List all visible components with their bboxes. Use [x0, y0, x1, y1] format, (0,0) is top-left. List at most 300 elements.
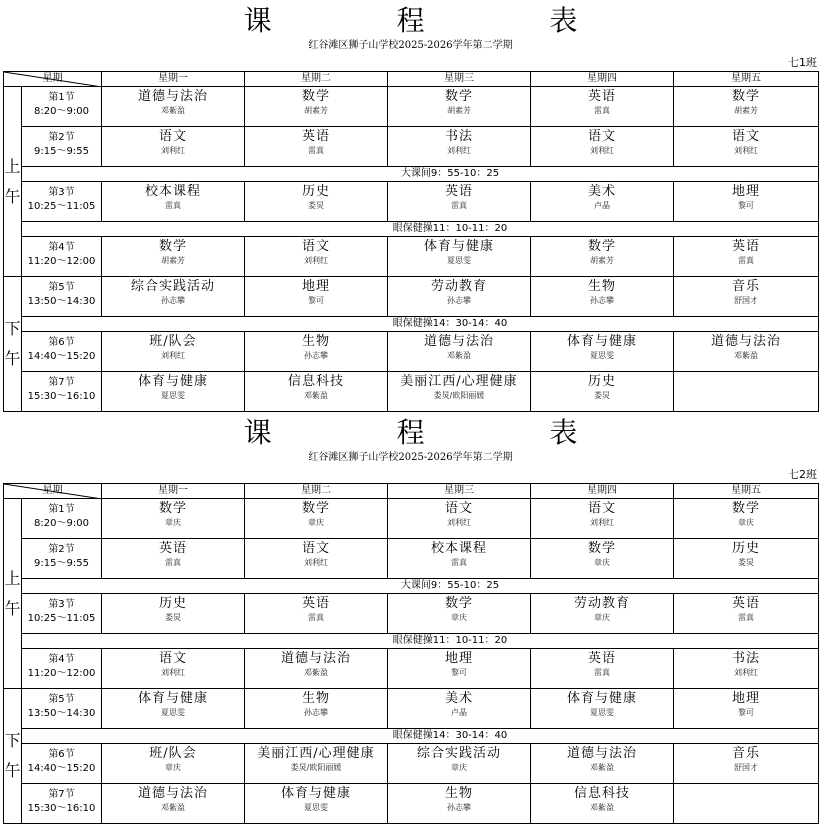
teacher-name: 娄炅	[738, 558, 754, 567]
lesson-cell	[102, 499, 245, 539]
lesson-cell	[674, 499, 819, 539]
break-cell	[22, 317, 819, 332]
period-label-cell	[22, 237, 102, 277]
period-label-cell	[22, 127, 102, 167]
lesson-cell	[388, 499, 531, 539]
lesson-cell	[388, 87, 531, 127]
subject-name: 语文	[587, 129, 616, 144]
teacher-name: 雷真	[738, 256, 754, 265]
period-row	[4, 127, 819, 167]
lesson-cell	[245, 594, 388, 634]
day-header: 星期四	[531, 484, 674, 499]
period-time: 11:20～12:00	[27, 668, 96, 679]
lesson-cell	[245, 499, 388, 539]
teacher-name: 胡素芳	[304, 106, 328, 115]
teacher-name: 娄炅/欧阳丽媛	[290, 763, 342, 772]
subject-name: 美丽江西/心理健康	[257, 746, 375, 761]
teacher-name: 章庆	[594, 558, 610, 567]
subject-name: 体育与健康	[566, 334, 637, 349]
period-time: 10:25～11:05	[27, 201, 96, 212]
lesson-cell	[102, 332, 245, 372]
subject-name: 音乐	[731, 279, 760, 294]
lesson-cell	[674, 332, 819, 372]
teacher-name: 邓紫盈	[304, 391, 328, 400]
day-header: 星期一	[102, 72, 245, 87]
period-time: 15:30～16:10	[27, 391, 96, 402]
lesson-cell	[245, 332, 388, 372]
timetable-grid	[3, 483, 819, 824]
period-label-cell	[22, 87, 102, 127]
period-name: 第4节	[48, 654, 75, 665]
teacher-name: 章庆	[165, 763, 181, 772]
lesson-cell	[531, 784, 674, 824]
period-row	[4, 539, 819, 579]
day-header: 星期五	[674, 484, 819, 499]
lesson-cell	[531, 594, 674, 634]
lesson-cell	[245, 372, 388, 412]
class-name-label: 七1班	[788, 56, 817, 69]
teacher-name: 雷真	[308, 146, 324, 155]
subject-name: 语文	[444, 501, 473, 516]
corner-header-cell	[4, 484, 102, 499]
teacher-name: 孙志攀	[161, 296, 185, 305]
lesson-cell	[674, 689, 819, 729]
period-row	[4, 499, 819, 539]
teacher-name: 雷真	[308, 613, 324, 622]
period-name: 第7节	[48, 377, 75, 388]
lesson-cell	[102, 277, 245, 317]
lesson-cell	[531, 649, 674, 689]
lesson-cell	[531, 182, 674, 222]
lesson-cell	[674, 649, 819, 689]
break-label: 眼保健操14：30-14：40	[392, 730, 508, 741]
lesson-cell	[531, 744, 674, 784]
lesson-cell	[531, 499, 674, 539]
teacher-name: 刘利红	[590, 146, 614, 155]
break-row	[4, 729, 819, 744]
subject-name: 英语	[731, 596, 760, 611]
subject-name: 劳动教育	[573, 596, 630, 611]
subject-name: 地理	[301, 279, 330, 294]
break-row	[4, 579, 819, 594]
day-header: 星期二	[245, 72, 388, 87]
period-label-cell	[22, 689, 102, 729]
subject-name: 语文	[301, 239, 330, 254]
teacher-name: 刘利红	[161, 351, 185, 360]
subject-name: 数学	[731, 89, 760, 104]
period-name: 第2节	[48, 544, 75, 555]
subject-name: 信息科技	[573, 786, 630, 801]
teacher-name: 舒国才	[734, 296, 758, 305]
subject-name: 历史	[301, 184, 330, 199]
subject-name: 体育与健康	[566, 691, 637, 706]
subject-name: 班/队会	[149, 746, 197, 761]
lesson-cell	[531, 539, 674, 579]
lesson-cell	[102, 87, 245, 127]
subject-name: 数学	[158, 501, 187, 516]
school-term-subtitle: 红谷滩区狮子山学校2025-2026学年第二学期	[308, 40, 513, 51]
lesson-cell	[388, 277, 531, 317]
teacher-name: 夏思雯	[161, 708, 185, 717]
teacher-name: 刘利红	[734, 668, 758, 677]
subject-name: 美术	[587, 184, 616, 199]
morning-label	[4, 499, 22, 689]
teacher-name: 卢晶	[594, 201, 610, 210]
half-day-char: 上	[4, 156, 21, 176]
lesson-cell	[245, 87, 388, 127]
lesson-cell	[531, 372, 674, 412]
teacher-name: 孙志攀	[304, 351, 328, 360]
subject-name: 美术	[444, 691, 473, 706]
teacher-name: 娄炅/欧阳丽媛	[433, 391, 485, 400]
break-label: 大课间9：55-10：25	[400, 580, 500, 591]
lesson-cell	[388, 182, 531, 222]
teacher-name: 邓紫盈	[304, 668, 328, 677]
teacher-name: 孙志攀	[590, 296, 614, 305]
lesson-cell	[245, 689, 388, 729]
teacher-name: 刘利红	[304, 256, 328, 265]
schedule-section	[0, 0, 821, 405]
period-row	[4, 277, 819, 317]
teacher-name: 章庆	[308, 518, 324, 527]
teacher-name: 刘利红	[304, 558, 328, 567]
break-row	[4, 634, 819, 649]
period-time: 11:20～12:00	[27, 256, 96, 267]
period-row	[4, 372, 819, 412]
subject-name: 音乐	[731, 746, 760, 761]
period-label-cell	[22, 182, 102, 222]
subject-name: 历史	[158, 596, 187, 611]
subject-name: 英语	[301, 596, 330, 611]
teacher-name: 邓紫盈	[161, 803, 185, 812]
break-row	[4, 167, 819, 182]
teacher-name: 胡素芳	[447, 106, 471, 115]
teacher-name: 刘利红	[734, 146, 758, 155]
lesson-cell	[245, 649, 388, 689]
teacher-name: 邓紫盈	[161, 106, 185, 115]
teacher-name: 娄炅	[594, 391, 610, 400]
teacher-name: 娄炅	[308, 201, 324, 210]
day-header: 星期二	[245, 484, 388, 499]
teacher-name: 黎可	[738, 201, 754, 210]
lesson-cell	[102, 689, 245, 729]
lesson-cell	[102, 539, 245, 579]
teacher-name: 刘利红	[447, 146, 471, 155]
half-day-char: 午	[4, 349, 21, 368]
lesson-cell	[102, 744, 245, 784]
period-row	[4, 594, 819, 634]
header-row	[4, 72, 819, 87]
teacher-name: 夏思雯	[590, 708, 614, 717]
lesson-cell	[674, 744, 819, 784]
subject-name: 美丽江西/心理健康	[400, 374, 518, 389]
subject-name: 地理	[444, 651, 473, 666]
subject-name: 综合实践活动	[130, 279, 215, 294]
period-row	[4, 87, 819, 127]
subject-name: 数学	[158, 239, 187, 254]
timetable-grid	[3, 71, 819, 412]
subject-name: 体育与健康	[137, 374, 208, 389]
period-label-cell	[22, 499, 102, 539]
class-name-label: 七2班	[788, 468, 817, 481]
subject-name: 历史	[731, 541, 760, 556]
lesson-cell	[388, 539, 531, 579]
subject-name: 生物	[301, 691, 330, 706]
lesson-cell	[245, 539, 388, 579]
half-day-char: 下	[4, 319, 21, 338]
subject-name: 语文	[158, 651, 187, 666]
break-label: 眼保健操11：10-11：20	[392, 635, 508, 646]
lesson-cell	[388, 372, 531, 412]
lesson-cell	[102, 372, 245, 412]
lesson-cell	[245, 277, 388, 317]
subject-name: 体育与健康	[280, 786, 351, 801]
teacher-name: 娄炅	[165, 613, 181, 622]
period-row	[4, 182, 819, 222]
teacher-name: 邓紫盈	[447, 351, 471, 360]
subject-name: 数学	[444, 89, 473, 104]
subject-name: 数学	[444, 596, 473, 611]
teacher-name: 孙志攀	[304, 708, 328, 717]
subject-name: 数学	[587, 541, 616, 556]
teacher-name: 雷真	[165, 558, 181, 567]
period-label-cell	[22, 594, 102, 634]
period-name: 第6节	[48, 337, 75, 348]
subject-name: 生物	[301, 334, 330, 349]
lesson-cell	[102, 594, 245, 634]
subject-name: 道德与法治	[280, 651, 351, 666]
period-time: 10:25～11:05	[27, 613, 96, 624]
period-name: 第1节	[48, 504, 75, 515]
teacher-name: 雷真	[451, 558, 467, 567]
period-label-cell	[22, 372, 102, 412]
break-label: 眼保健操14：30-14：40	[392, 318, 508, 329]
lesson-cell	[531, 689, 674, 729]
day-header: 星期三	[388, 72, 531, 87]
schedule-section	[0, 412, 821, 817]
period-row	[4, 784, 819, 824]
lesson-cell	[102, 182, 245, 222]
subject-name: 语文	[587, 501, 616, 516]
schedule-title: 课 程 表	[243, 416, 636, 449]
lesson-cell	[245, 127, 388, 167]
lesson-cell	[388, 127, 531, 167]
period-time: 8:20～9:00	[34, 518, 89, 529]
subject-name: 数学	[587, 239, 616, 254]
period-label-cell	[22, 784, 102, 824]
period-name: 第7节	[48, 789, 75, 800]
period-row	[4, 744, 819, 784]
teacher-name: 邓紫盈	[734, 351, 758, 360]
period-label-cell	[22, 744, 102, 784]
teacher-name: 雷真	[594, 106, 610, 115]
period-name: 第1节	[48, 92, 75, 103]
teacher-name: 雷真	[451, 201, 467, 210]
subject-name: 生物	[587, 279, 616, 294]
subject-name: 道德与法治	[137, 89, 208, 104]
teacher-name: 刘利红	[161, 668, 185, 677]
lesson-cell	[674, 784, 819, 824]
period-label-cell	[22, 277, 102, 317]
period-time: 15:30～16:10	[27, 803, 96, 814]
period-time: 8:20～9:00	[34, 106, 89, 117]
period-time: 13:50～14:30	[27, 296, 96, 307]
subject-name: 道德与法治	[710, 334, 781, 349]
subject-name: 综合实践活动	[416, 746, 501, 761]
lesson-cell	[674, 127, 819, 167]
period-time: 14:40～15:20	[27, 763, 96, 774]
lesson-cell	[674, 87, 819, 127]
teacher-name: 雷真	[594, 668, 610, 677]
teacher-name: 黎可	[308, 296, 324, 305]
period-name: 第5节	[48, 282, 75, 293]
lesson-cell	[674, 237, 819, 277]
subject-name: 数学	[301, 501, 330, 516]
half-day-char: 午	[4, 186, 21, 206]
teacher-name: 刘利红	[161, 146, 185, 155]
subject-name: 体育与健康	[423, 239, 494, 254]
lesson-cell	[245, 744, 388, 784]
break-cell	[22, 729, 819, 744]
break-row	[4, 222, 819, 237]
lesson-cell	[388, 649, 531, 689]
period-row	[4, 332, 819, 372]
teacher-name: 胡素芳	[161, 256, 185, 265]
subject-name: 英语	[158, 541, 187, 556]
period-name: 第4节	[48, 242, 75, 253]
lesson-cell	[674, 277, 819, 317]
period-name: 第3节	[48, 187, 75, 198]
teacher-name: 孙志攀	[447, 296, 471, 305]
subject-name: 信息科技	[287, 374, 344, 389]
schedule-title: 课 程 表	[243, 4, 636, 37]
lesson-cell	[102, 649, 245, 689]
subject-name: 劳动教育	[430, 279, 487, 294]
subject-name: 校本课程	[430, 541, 487, 556]
lesson-cell	[531, 127, 674, 167]
teacher-name: 孙志攀	[447, 803, 471, 812]
lesson-cell	[388, 689, 531, 729]
lesson-cell	[102, 127, 245, 167]
lesson-cell	[388, 594, 531, 634]
subject-name: 书法	[731, 651, 760, 666]
day-header: 星期一	[102, 484, 245, 499]
lesson-cell	[245, 784, 388, 824]
subject-name: 英语	[301, 129, 330, 144]
subject-name: 语文	[731, 129, 760, 144]
subject-name: 英语	[444, 184, 473, 199]
day-header: 星期五	[674, 72, 819, 87]
lesson-cell	[531, 277, 674, 317]
period-label-cell	[22, 332, 102, 372]
teacher-name: 卢晶	[451, 708, 467, 717]
teacher-name: 雷真	[165, 201, 181, 210]
period-time: 13:50～14:30	[27, 708, 96, 719]
header-row	[4, 484, 819, 499]
half-day-char: 午	[4, 761, 21, 780]
teacher-name: 雷真	[738, 613, 754, 622]
afternoon-label	[4, 277, 22, 412]
teacher-name: 胡素芳	[590, 256, 614, 265]
teacher-name: 黎可	[451, 668, 467, 677]
subject-name: 班/队会	[149, 334, 197, 349]
corner-label: 星期	[42, 73, 63, 84]
subject-name: 英语	[731, 239, 760, 254]
break-cell	[22, 167, 819, 182]
teacher-name: 夏思雯	[161, 391, 185, 400]
lesson-cell	[102, 784, 245, 824]
subject-name: 书法	[444, 129, 473, 144]
lesson-cell	[388, 332, 531, 372]
teacher-name: 章庆	[451, 613, 467, 622]
lesson-cell	[674, 372, 819, 412]
corner-header-cell	[4, 72, 102, 87]
period-row	[4, 689, 819, 729]
day-header: 星期四	[531, 72, 674, 87]
teacher-name: 夏思雯	[447, 256, 471, 265]
lesson-cell	[388, 744, 531, 784]
period-name: 第3节	[48, 599, 75, 610]
break-cell	[22, 634, 819, 649]
school-term-subtitle: 红谷滩区狮子山学校2025-2026学年第二学期	[308, 452, 513, 463]
period-time: 14:40～15:20	[27, 351, 96, 362]
morning-label	[4, 87, 22, 277]
subject-name: 语文	[158, 129, 187, 144]
lesson-cell	[674, 539, 819, 579]
period-row	[4, 237, 819, 277]
period-label-cell	[22, 539, 102, 579]
teacher-name: 章庆	[594, 613, 610, 622]
subject-name: 地理	[731, 691, 760, 706]
period-label-cell	[22, 649, 102, 689]
subject-name: 历史	[587, 374, 616, 389]
period-name: 第5节	[48, 694, 75, 705]
teacher-name: 章庆	[451, 763, 467, 772]
lesson-cell	[531, 332, 674, 372]
lesson-cell	[388, 784, 531, 824]
subject-name: 数学	[731, 501, 760, 516]
break-cell	[22, 579, 819, 594]
subject-name: 校本课程	[144, 184, 201, 199]
period-name: 第2节	[48, 132, 75, 143]
day-header: 星期三	[388, 484, 531, 499]
lesson-cell	[674, 594, 819, 634]
half-day-char: 上	[4, 568, 21, 588]
half-day-char: 下	[4, 731, 21, 750]
period-time: 9:15～9:55	[34, 146, 89, 157]
lesson-cell	[531, 87, 674, 127]
break-row	[4, 317, 819, 332]
subject-name: 道德与法治	[137, 786, 208, 801]
teacher-name: 章庆	[165, 518, 181, 527]
teacher-name: 黎可	[738, 708, 754, 717]
subject-name: 生物	[444, 786, 473, 801]
break-label: 眼保健操11：10-11：20	[392, 223, 508, 234]
subject-name: 道德与法治	[566, 746, 637, 761]
teacher-name: 邓紫盈	[590, 763, 614, 772]
corner-label: 星期	[42, 485, 63, 496]
break-cell	[22, 222, 819, 237]
teacher-name: 夏思雯	[590, 351, 614, 360]
lesson-cell	[245, 182, 388, 222]
teacher-name: 刘利红	[590, 518, 614, 527]
teacher-name: 舒国才	[734, 763, 758, 772]
subject-name: 道德与法治	[423, 334, 494, 349]
lesson-cell	[245, 237, 388, 277]
teacher-name: 章庆	[738, 518, 754, 527]
subject-name: 英语	[587, 89, 616, 104]
lesson-cell	[388, 237, 531, 277]
